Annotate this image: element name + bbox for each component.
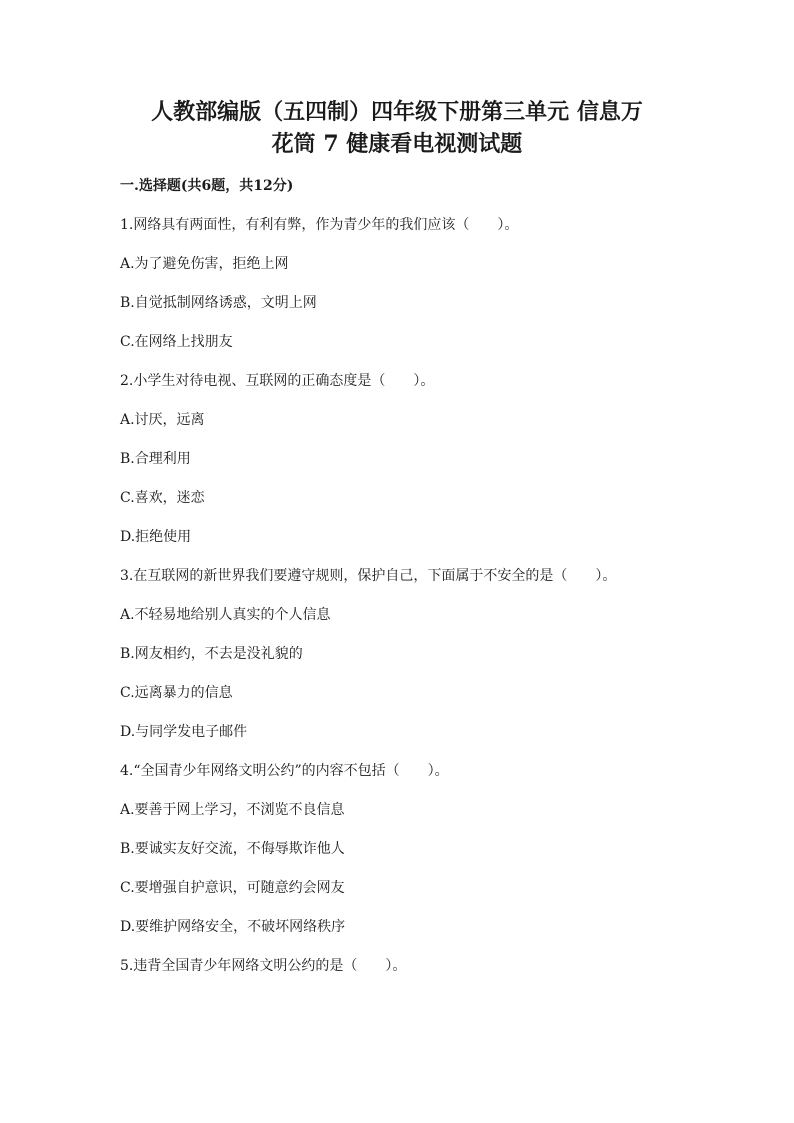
question-2-option-a: A.讨厌，远离 bbox=[120, 412, 205, 428]
question-4-option-a: A.要善于网上学习，不浏览不良信息 bbox=[120, 802, 345, 818]
question-1: 1.网络具有两面性，有利有弊，作为青少年的我们应该（ ）。 bbox=[120, 217, 519, 233]
question-4: 4.“全国青少年网络文明公约”的内容不包括（ ）。 bbox=[120, 763, 449, 779]
question-3-option-a: A.不轻易地给别人真实的个人信息 bbox=[120, 607, 331, 623]
question-3-option-c: C.远离暴力的信息 bbox=[120, 685, 233, 701]
question-1-option-c: C.在网络上找朋友 bbox=[120, 334, 233, 350]
question-2-option-c: C.喜欢，迷恋 bbox=[120, 490, 205, 506]
title-line-1: 人教部编版（五四制）四年级下册第三单元 信息万 bbox=[151, 99, 643, 125]
question-3: 3.在互联网的新世界我们要遵守规则，保护自己，下面属于不安全的是（ ）。 bbox=[120, 568, 617, 584]
question-4-option-d: D.要维护网络安全，不破坏网络秩序 bbox=[120, 919, 346, 935]
question-4-option-b: B.要诚实友好交流，不侮辱欺诈他人 bbox=[120, 841, 345, 857]
question-4-option-c: C.要增强自护意识，可随意约会网友 bbox=[120, 880, 345, 896]
section-header: 一.选择题(共6题，共12分) bbox=[120, 178, 294, 194]
question-2: 2.小学生对待电视、互联网的正确态度是（ ）。 bbox=[120, 373, 435, 389]
question-2-option-b: B.合理利用 bbox=[120, 451, 191, 467]
question-5: 5.违背全国青少年网络文明公约的是（ ）。 bbox=[120, 958, 407, 974]
question-1-option-a: A.为了避免伤害，拒绝上网 bbox=[120, 256, 289, 272]
question-2-option-d: D.拒绝使用 bbox=[120, 529, 192, 545]
question-3-option-d: D.与同学发电子邮件 bbox=[120, 724, 248, 740]
question-1-option-b: B.自觉抵制网络诱惑，文明上网 bbox=[120, 295, 317, 311]
document-title bbox=[60, 96, 734, 160]
title-line-2: 花筒 7 健康看电视测试题 bbox=[271, 131, 523, 157]
document-body bbox=[120, 176, 680, 995]
question-3-option-b: B.网友相约，不去是没礼貌的 bbox=[120, 646, 303, 662]
